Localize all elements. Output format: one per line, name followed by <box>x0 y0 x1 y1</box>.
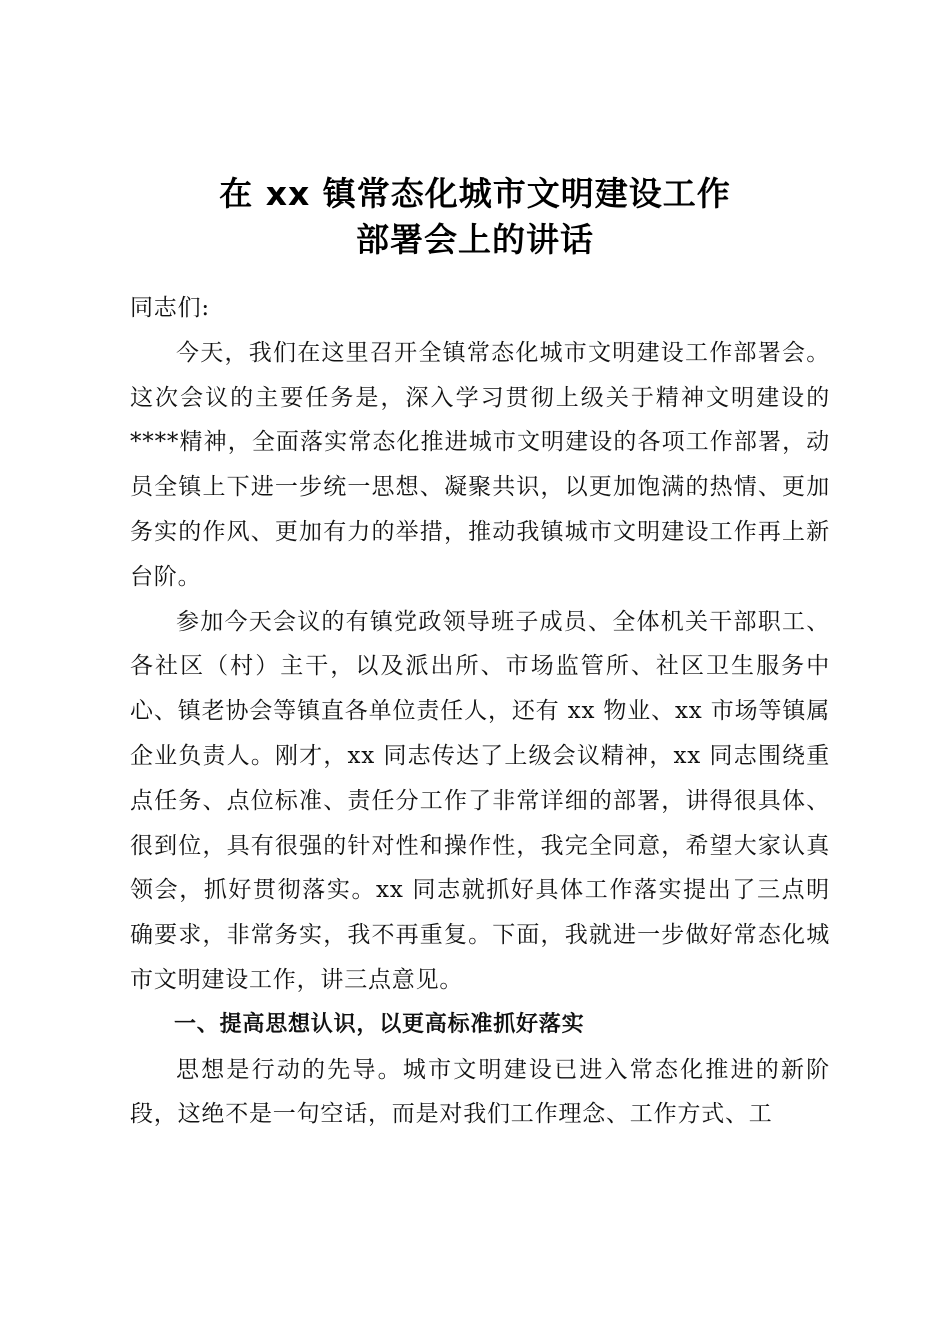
section-heading-1: 一、提高思想认识，以更高标准抓好落实 <box>174 1011 585 1037</box>
document-title-line-2: 部署会上的讲话 <box>356 220 594 259</box>
salutation: 同志们: <box>130 295 210 321</box>
section-paragraph-1: 思想是行动的先导。城市文明建设已进入常态化推进的新阶段，这绝不是一句空话，而是对我们工作理念、工作方式、工 <box>130 1056 830 1128</box>
document-title-line-1: 在 xx 镇常态化城市文明建设工作 <box>219 174 731 213</box>
body-paragraph-2: 参加今天会议的有镇党政领导班子成员、全体机关干部职工、各社区（村）主干，以及派出所、市场监管所、社区卫生服务中心、镇老协会等镇直各单位责任人，还有 xx 物业、xx 市场等镇属企业负责人。刚才，xx 同志传达了上级会议精神，xx 同志围绕重点任务、点位标准、责任分工作了非常详细的部署，讲得很具体、很到位，具有很强的针对性和操作性，我完全同意，希望大家认真领会，抓好贯彻落实。xx 同志就抓好具体工作落实提出了三点明确要求，非常务实，我不再重复。下面，我就进一步做好常态化城市文明建设工作，讲三点意见。 <box>130 608 830 993</box>
body-paragraph-1: 今天，我们在这里召开全镇常态化城市文明建设工作部署会。这次会议的主要任务是，深入学习贯彻上级关于精神文明建设的****精神，全面落实常态化推进城市文明建设的各项工作部署，动员全镇上下进一步统一思想、凝聚共识，以更加饱满的热情、更加务实的作风、更加有力的举措，推动我镇城市文明建设工作再上新台阶。 <box>130 339 830 590</box>
document-body <box>130 286 830 1137</box>
